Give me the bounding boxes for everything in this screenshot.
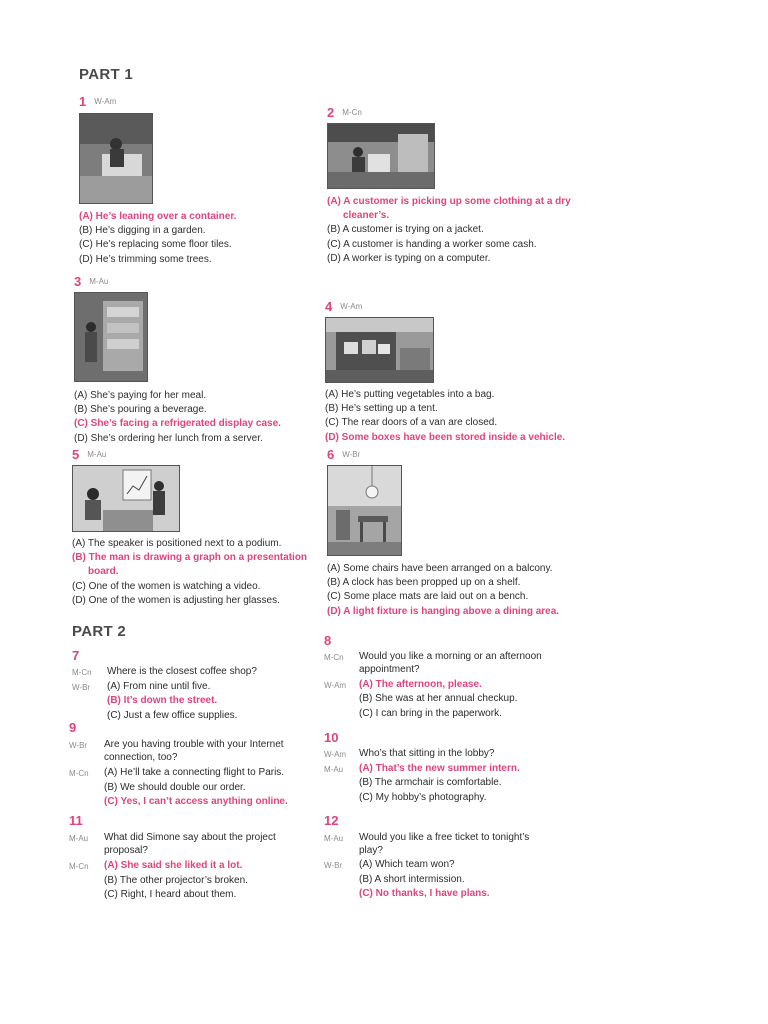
- speaker-label: M-Au: [324, 834, 344, 843]
- option-a: (A) From nine until five.: [107, 680, 211, 692]
- question-11-block: [69, 831, 319, 906]
- option-c-answer: (C) No thanks, I have plans.: [359, 888, 490, 899]
- speaker-label: W-Br: [324, 861, 343, 870]
- option-b-answer: (B) It’s down the street.: [107, 695, 218, 706]
- option-d: (D) He’s trimming some trees.: [79, 253, 212, 265]
- option-c: (C) He’s replacing some floor tiles.: [79, 239, 232, 251]
- prompt-text: Would you like a free ticket to tonight’s: [359, 832, 530, 843]
- option-d-answer: (D) A light fixture is hanging above a dining area.: [327, 605, 560, 617]
- option-c: (C) Right, I heard about them.: [104, 889, 237, 900]
- speaker-label: W-Am: [340, 302, 363, 311]
- option-a-answer: [327, 195, 571, 223]
- prompt-text: Who’s that sitting in the lobby?: [359, 748, 495, 759]
- dry-cleaner-counter-photo: [327, 123, 435, 189]
- option-d-answer: (D) Some boxes have been stored inside a vehicle.: [325, 431, 566, 443]
- question-number: 5: [72, 447, 80, 462]
- man-leaning-over-container-photo: [79, 113, 153, 204]
- option-a: (A) Some chairs have been arranged on a balcony.: [327, 563, 553, 574]
- question-2-options: [327, 195, 571, 266]
- speaker-label: M-Cn: [69, 769, 89, 778]
- prompt-text: proposal?: [104, 845, 148, 856]
- speaker-label: M-Cn: [342, 108, 362, 117]
- option-b: (B) She’s pouring a beverage.: [74, 404, 207, 416]
- option-d: (D) One of the women is adjusting her glasses.: [72, 594, 280, 606]
- question-1-header: [79, 93, 116, 111]
- speaker-label: W-Br: [72, 682, 91, 692]
- question-9-number: 9: [69, 720, 77, 735]
- question-3-options: [74, 389, 281, 446]
- woman-at-display-case-photo: [74, 292, 148, 382]
- option-b: (B) A clock has been propped up on a shelf.: [327, 577, 521, 589]
- question-number: 2: [327, 105, 335, 120]
- presentation-meeting-photo: [72, 465, 180, 532]
- option-b-line1: (B) The man is drawing a graph on a presentation: [72, 552, 308, 564]
- prompt-text: appointment?: [359, 664, 420, 675]
- question-5-header: [72, 446, 106, 464]
- prompt-text: play?: [359, 845, 383, 856]
- part2-title: PART 2: [72, 623, 127, 640]
- question-8-block: [324, 650, 584, 725]
- option-b: (B) He’s digging in a garden.: [79, 225, 206, 237]
- option-b: (B) We should double our order.: [104, 781, 246, 793]
- question-number: 6: [327, 447, 335, 462]
- option-d: (D) She’s ordering her lunch from a server.: [74, 432, 263, 444]
- option-a-answer: (A) That’s the new summer intern.: [359, 762, 520, 774]
- option-c: (C) I can bring in the paperwork.: [359, 707, 502, 719]
- speaker-label: W-Am: [324, 680, 347, 690]
- question-number: 4: [325, 299, 333, 314]
- option-a-answer: (A) She said she liked it a lot.: [104, 860, 243, 871]
- option-a-answer: (A) The afternoon, please.: [359, 678, 482, 690]
- option-c-answer: (C) Yes, I can’t access anything online.: [104, 796, 288, 807]
- question-10-number: 10: [324, 730, 339, 745]
- speaker-label: M-Au: [87, 450, 107, 459]
- option-c: (C) Just a few office supplies.: [107, 709, 238, 721]
- question-2-header: [327, 104, 362, 122]
- option-b-answer: [72, 551, 307, 579]
- question-12-number: 12: [324, 813, 339, 828]
- option-b: (B) He’s setting up a tent.: [325, 403, 438, 415]
- question-7-number: 7: [72, 648, 80, 663]
- part1-title: PART 1: [79, 66, 134, 83]
- prompt-text: Are you having trouble with your Internet: [104, 739, 284, 750]
- van-with-boxes-photo: [325, 317, 434, 383]
- speaker-label: M-Au: [324, 764, 344, 774]
- speaker-label: W-Br: [342, 450, 361, 459]
- option-a: (A) He’s putting vegetables into a bag.: [325, 389, 495, 400]
- option-d: (D) A worker is typing on a computer.: [327, 252, 491, 264]
- option-c: (C) Some place mats are laid out on a bench.: [327, 591, 529, 603]
- option-a-line2: cleaner’s.: [343, 210, 390, 222]
- option-c: (C) One of the women is watching a video.: [72, 580, 261, 592]
- speaker-label: M-Cn: [324, 653, 344, 662]
- question-4-header: [325, 298, 362, 316]
- option-a: (A) Which team won?: [359, 859, 455, 870]
- option-b: (B) A customer is trying on a jacket.: [327, 224, 484, 236]
- option-c: (C) A customer is handing a worker some cash.: [327, 238, 537, 250]
- question-5-options: [72, 537, 307, 608]
- option-b: (B) A short intermission.: [359, 873, 465, 885]
- question-6-header: [327, 446, 360, 464]
- question-number: 3: [74, 274, 82, 289]
- question-4-options: [325, 388, 565, 445]
- option-b: (B) The armchair is comfortable.: [359, 777, 502, 788]
- option-b: (B) The other projector’s broken.: [104, 874, 248, 886]
- question-6-options: [327, 562, 559, 619]
- prompt-text: What did Simone say about the project: [104, 832, 276, 843]
- question-8-number: 8: [324, 633, 332, 648]
- speaker-label: M-Au: [89, 277, 109, 286]
- speaker-label: M-Au: [69, 834, 89, 843]
- speaker-label: W-Am: [324, 750, 347, 759]
- question-7-block: [72, 665, 312, 725]
- option-a: (A) The speaker is positioned next to a podium.: [72, 538, 282, 549]
- option-c-answer: (C) She’s facing a refrigerated display case.: [74, 418, 281, 430]
- option-c: (C) My hobby’s photography.: [359, 791, 487, 803]
- option-b-line2: board.: [88, 566, 119, 578]
- prompt-text: Would you like a morning or an afternoon: [359, 651, 542, 662]
- speaker-label: M-Cn: [72, 668, 92, 677]
- question-9-block: [69, 738, 319, 813]
- prompt-text: Where is the closest coffee shop?: [107, 666, 257, 677]
- dining-area-light-fixture-photo: [327, 465, 402, 556]
- question-10-block: [324, 747, 574, 807]
- option-a-answer: (A) He’s leaning over a container.: [79, 211, 237, 222]
- question-3-header: [74, 273, 108, 291]
- speaker-label: M-Cn: [69, 862, 89, 871]
- question-12-block: [324, 831, 584, 906]
- option-a-line1: (A) A customer is picking up some clothing at a dry: [327, 196, 571, 207]
- option-a: (A) She’s paying for her meal.: [74, 390, 207, 401]
- question-number: 1: [79, 94, 87, 109]
- speaker-label: W-Br: [69, 741, 88, 750]
- option-b: (B) She was at her annual checkup.: [359, 693, 518, 704]
- option-c: (C) The rear doors of a van are closed.: [325, 417, 498, 429]
- prompt-text: connection, too?: [104, 752, 178, 763]
- option-a: (A) He’ll take a connecting flight to Paris.: [104, 767, 285, 778]
- speaker-label: W-Am: [94, 97, 117, 106]
- question-11-number: 11: [69, 813, 83, 828]
- question-1-options: [79, 210, 236, 267]
